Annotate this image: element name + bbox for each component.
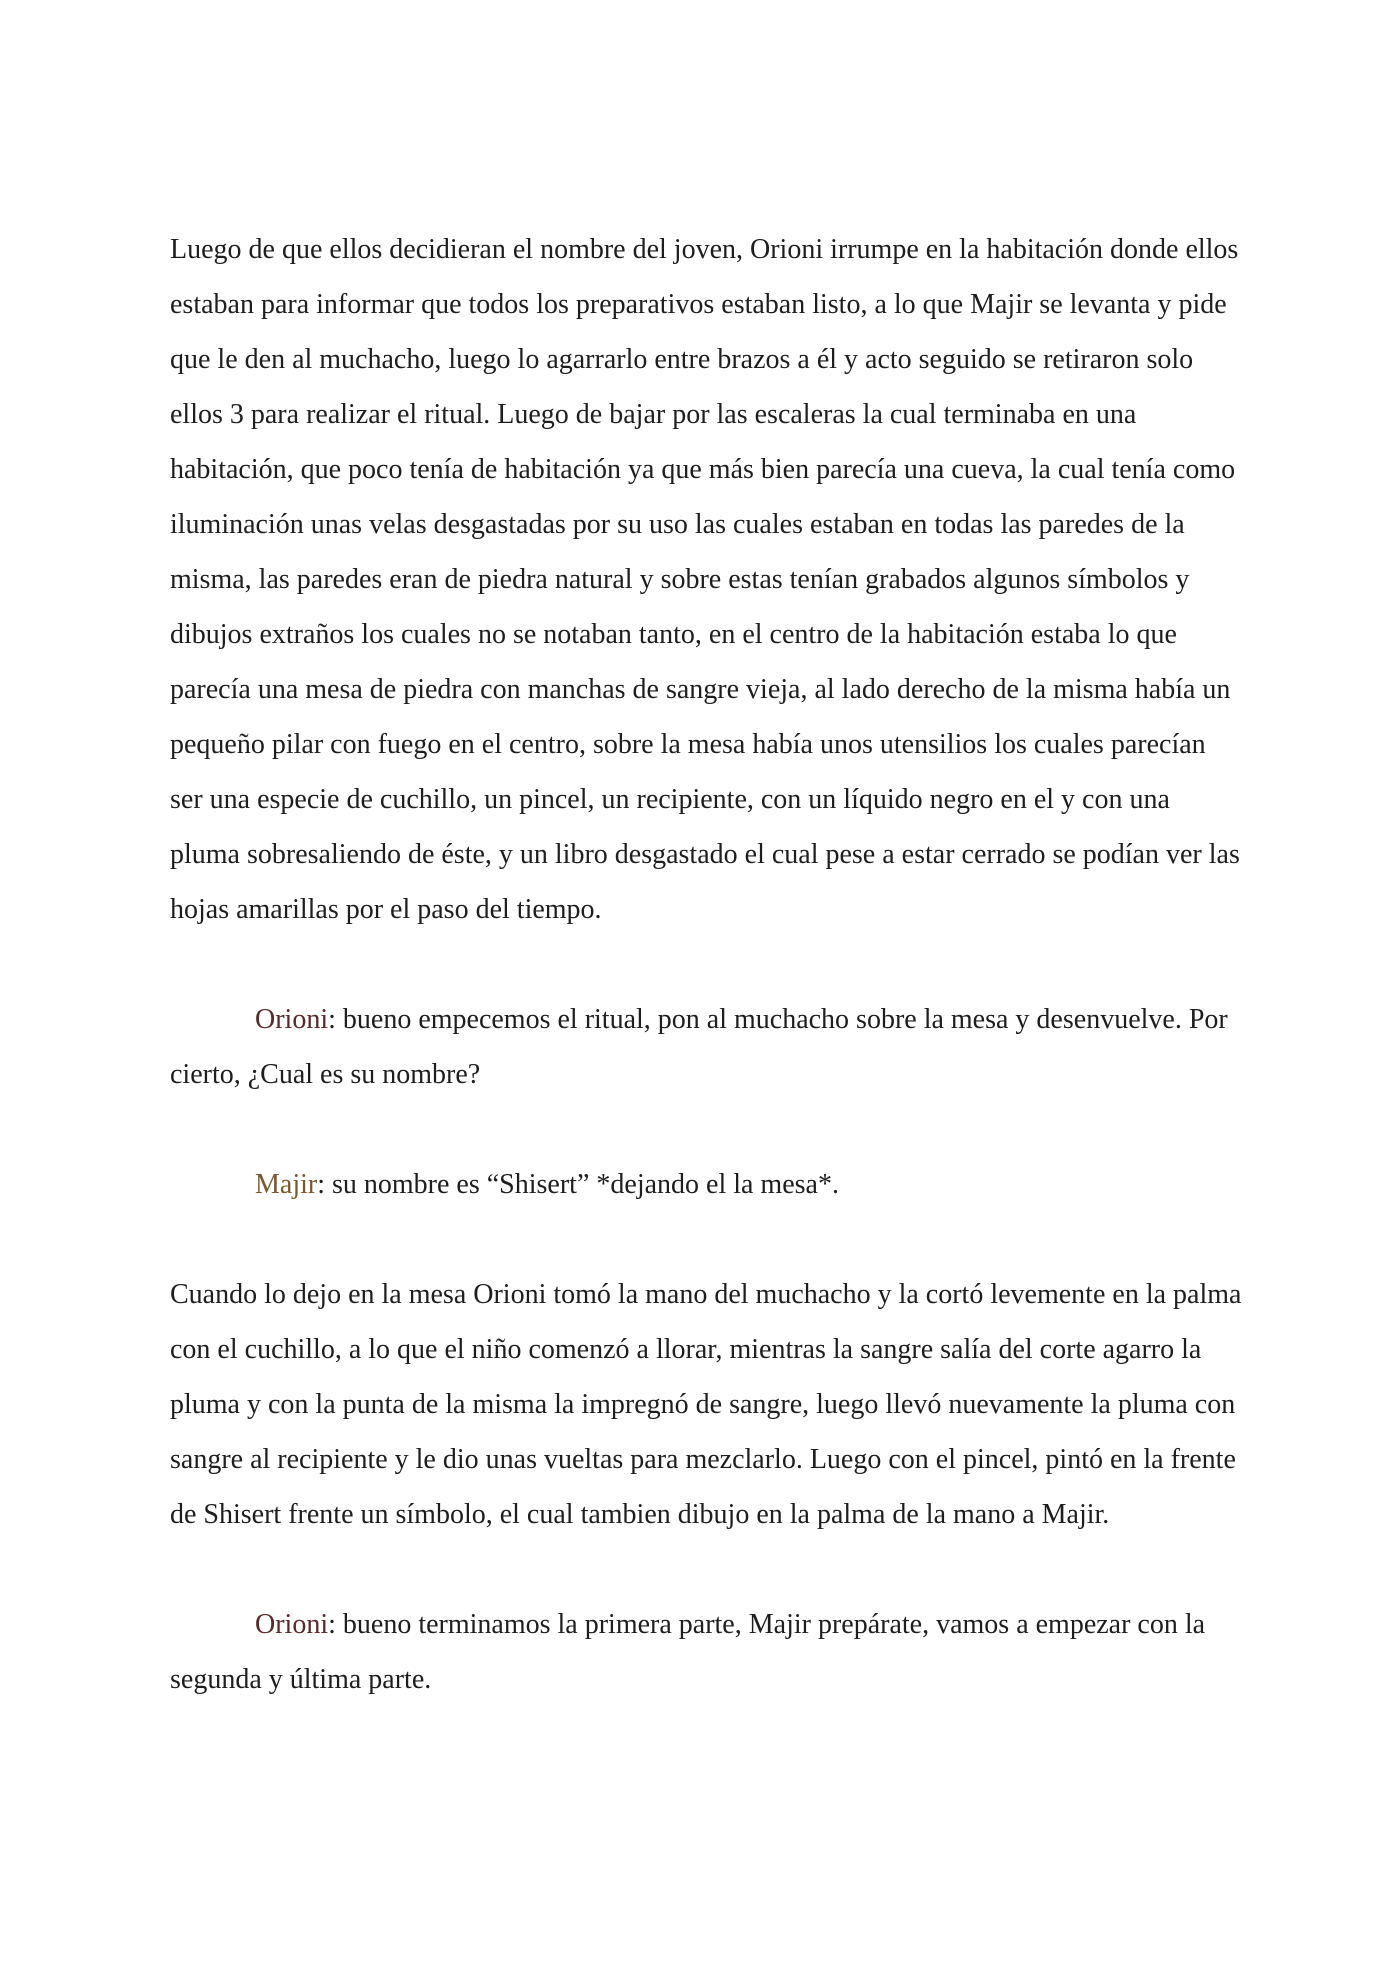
dialogue-text: : su nombre es “Shisert” *dejando el la mesa*. bbox=[317, 1169, 839, 1200]
dialogue-line-3 bbox=[170, 1597, 1245, 1707]
paragraph-spacer bbox=[170, 1102, 1245, 1157]
speaker-name-orioni: Orioni bbox=[255, 1609, 329, 1640]
narrative-paragraph-2: Cuando lo dejo en la mesa Orioni tomó la mano del muchacho y la cortó levemente en la palma con el cuchillo, a lo que el niño comenzó a llorar, mientras la sangre salía del corte agarro la pluma y con la punta de la misma la impregnó de sangre, luego llevó nuevamente la pluma con sangre al recipiente y le dio unas vueltas para mezclarlo. Luego con el pincel, pintó en la frente de Shisert frente un símbolo, el cual tambien dibujo en la palma de la mano a Majir. bbox=[170, 1279, 1242, 1530]
speaker-name-majir: Majir bbox=[255, 1169, 318, 1200]
narrative-paragraph-1: Luego de que ellos decidieran el nombre del joven, Orioni irrumpe en la habitación donde ellos estaban para informar que todos los preparativos estaban listo, a lo que Majir se levanta y pide que le den al muchacho, luego lo agarrarlo entre brazos a él y acto seguido se retiraron solo ellos 3 para realizar el ritual. Luego de bajar por las escaleras la cual terminaba en una habitación, que poco tenía de habitación ya que más bien parecía una cueva, la cual tenía como iluminación unas velas desgastadas por su uso las cuales estaban en todas las paredes de la misma, las paredes eran de piedra natural y sobre estas tenían grabados algunos símbolos y dibujos extraños los cuales no se notaban tanto, en el centro de la habitación estaba lo que parecía una mesa de piedra con manchas de sangre vieja, al lado derecho de la misma había un pequeño pilar con fuego en el centro, sobre la mesa había unos utensilios los cuales parecían ser una especie de cuchillo, un pincel, un recipiente, con un líquido negro en el y con una pluma sobresaliendo de éste, y un libro desgastado el cual pese a estar cerrado se podían ver las hojas amarillas por el paso del tiempo. bbox=[170, 234, 1240, 925]
paragraph-spacer bbox=[170, 937, 1245, 992]
dialogue-text: : bueno empecemos el ritual, pon al muchacho sobre la mesa y desenvuelve. Por cierto, ¿Cual es su nombre? bbox=[170, 1004, 1228, 1090]
dialogue-line-2 bbox=[170, 1157, 1245, 1212]
paragraph-spacer bbox=[170, 1542, 1245, 1597]
speaker-name-orioni: Orioni bbox=[255, 1004, 329, 1035]
paragraph-spacer bbox=[170, 1212, 1245, 1267]
dialogue-line-1 bbox=[170, 992, 1245, 1102]
document-body bbox=[170, 222, 1245, 1707]
dialogue-text: : bueno terminamos la primera parte, Majir prepárate, vamos a empezar con la segunda y última parte. bbox=[170, 1609, 1206, 1695]
